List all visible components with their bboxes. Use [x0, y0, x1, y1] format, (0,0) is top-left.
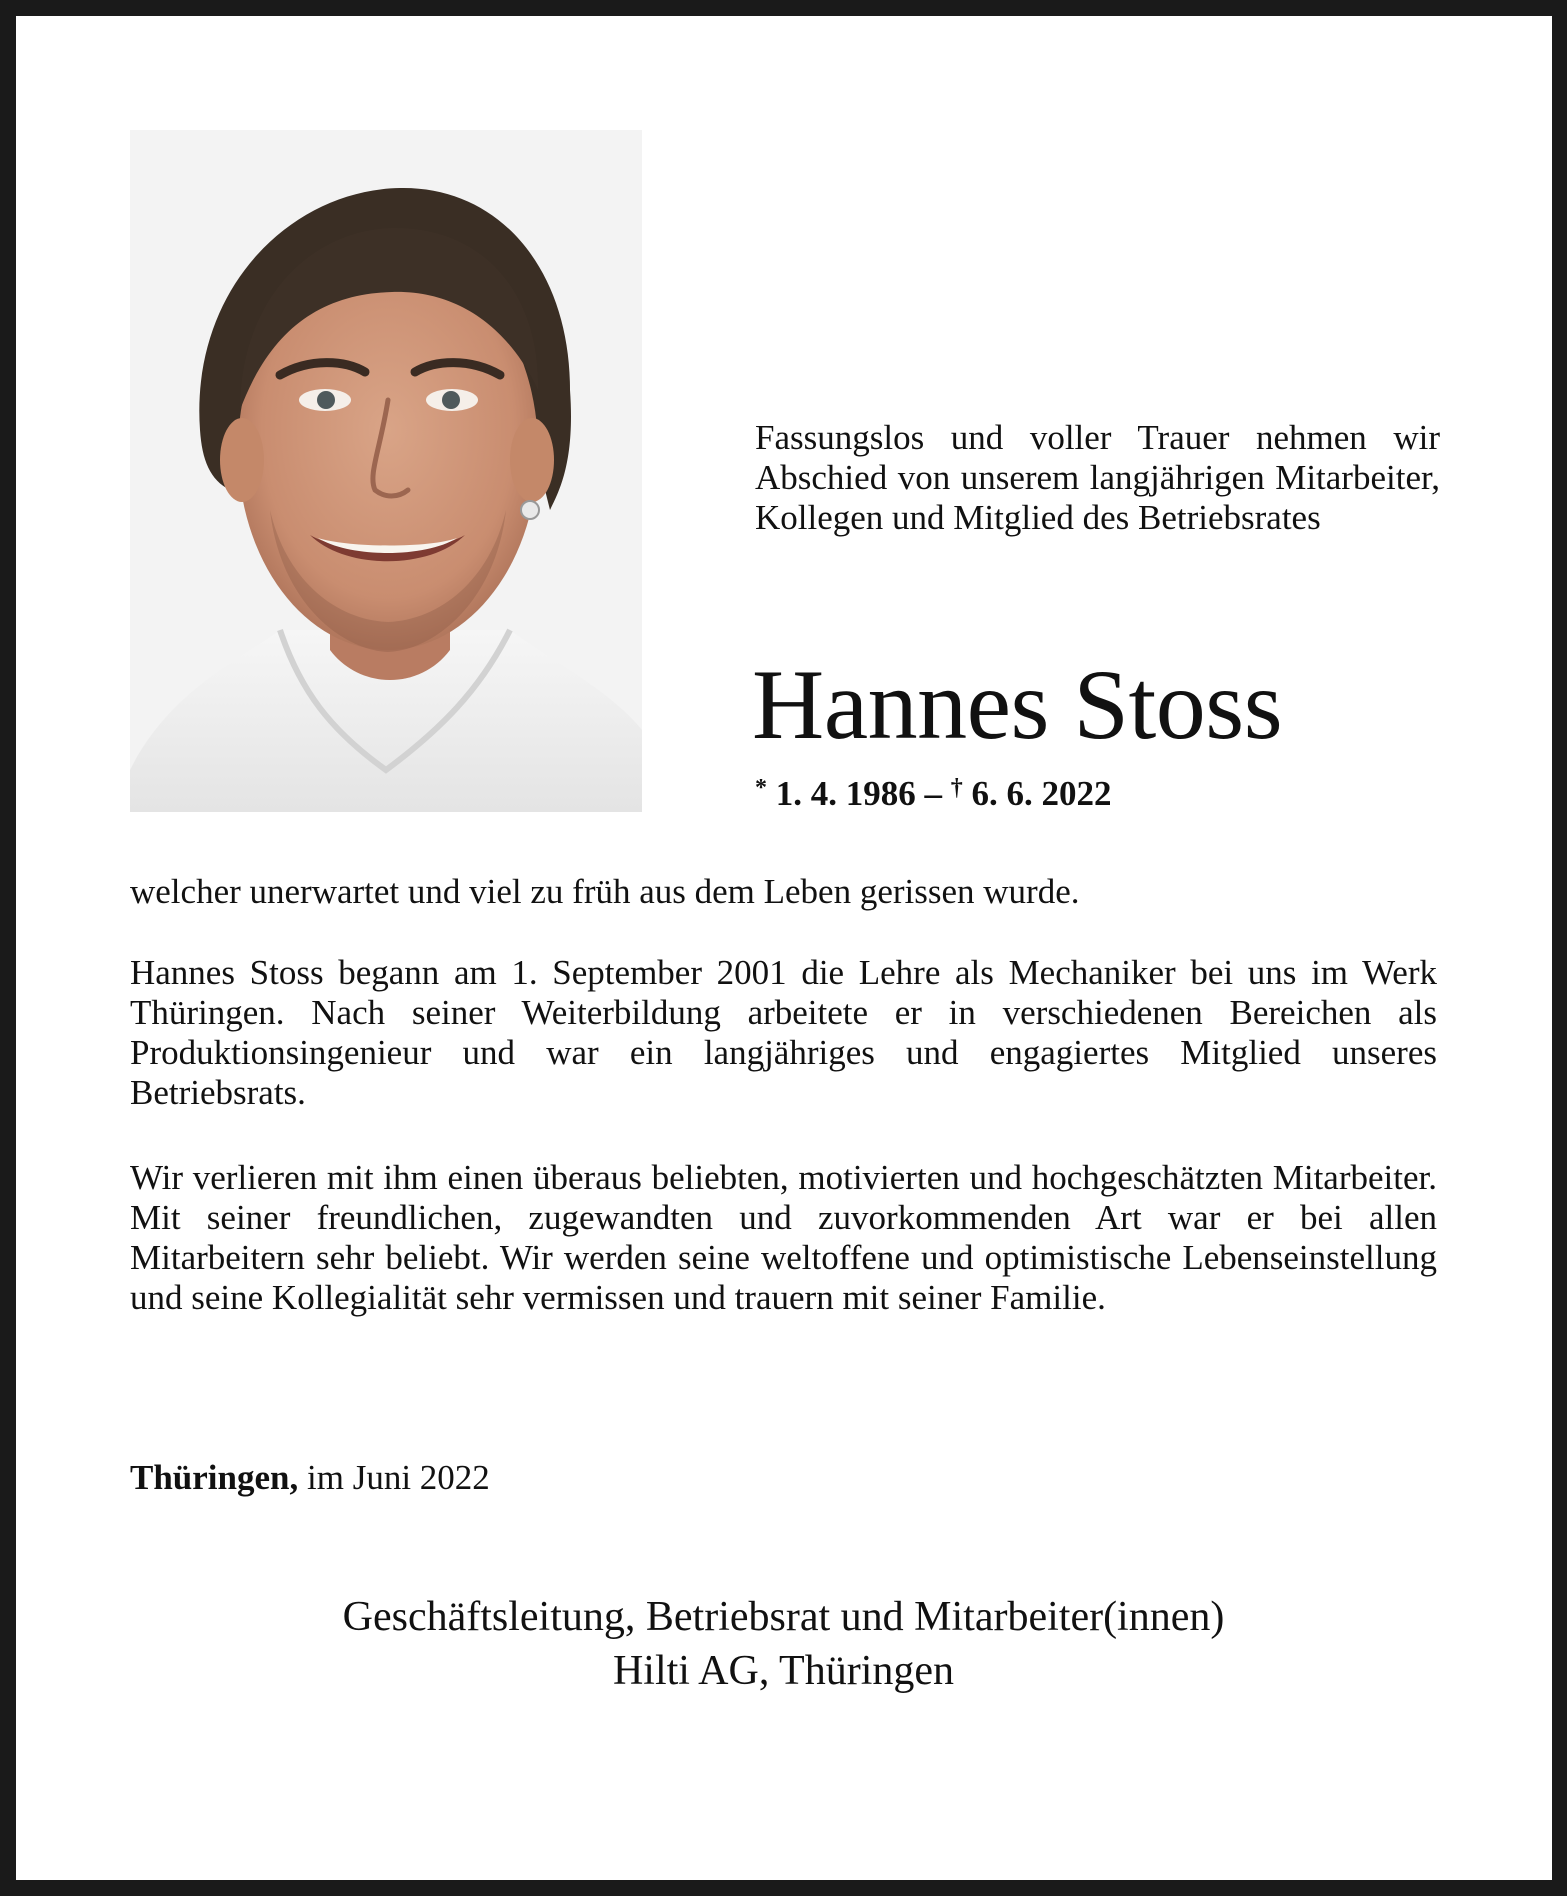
- death-date: 6. 6. 2022: [971, 774, 1112, 813]
- paragraph-3: Wir verlieren mit ihm einen überaus beliebten, motivierten und hochgeschätzten Mitarbeiter. Mit seiner freundlichen, zugewandten und zuvorkommenden Art war er bei allen Mitarbeitern sehr beliebt. Wir werden seine weltoffene und optimistische Lebenseinstellung und seine Kollegialität sehr vermissen und trauern mit seiner Familie.: [130, 1158, 1437, 1317]
- signature-block: [130, 1590, 1437, 1698]
- place-city: Thüringen,: [130, 1458, 299, 1497]
- place-date: im Juni 2022: [307, 1458, 490, 1497]
- intro-text: Fassungslos und voller Trauer nehmen wir Abschied von unserem langjährigen Mitarbeiter, Kollegen und Mitglied des Betriebsrates: [755, 418, 1440, 537]
- signature-line-1: Geschäftsleitung, Betriebsrat und Mitarbeiter(innen): [342, 1594, 1225, 1640]
- paragraph-2: Hannes Stoss begann am 1. September 2001 die Lehre als Mechaniker bei uns im Werk Thüringen. Nach seiner Weiterbildung arbeitete er in verschiedenen Bereichen als Produktionsingenieur und war ein langjähriges und engagiertes Mitglied unseres Betriebsrats.: [130, 953, 1437, 1112]
- death-symbol: †: [950, 775, 963, 801]
- birth-symbol: *: [755, 775, 767, 801]
- life-dates: [755, 773, 1112, 819]
- signature-line-2: Hilti AG, Thüringen: [612, 1648, 955, 1694]
- deceased-name: Hannes Stoss: [752, 649, 1283, 760]
- portrait-photo: [130, 130, 642, 812]
- date-separator: –: [924, 774, 942, 813]
- paragraph-1: welcher unerwartet und viel zu früh aus dem Leben gerissen wurde.: [130, 872, 1080, 911]
- place-and-date: [130, 1457, 490, 1499]
- birth-date: 1. 4. 1986: [775, 774, 916, 813]
